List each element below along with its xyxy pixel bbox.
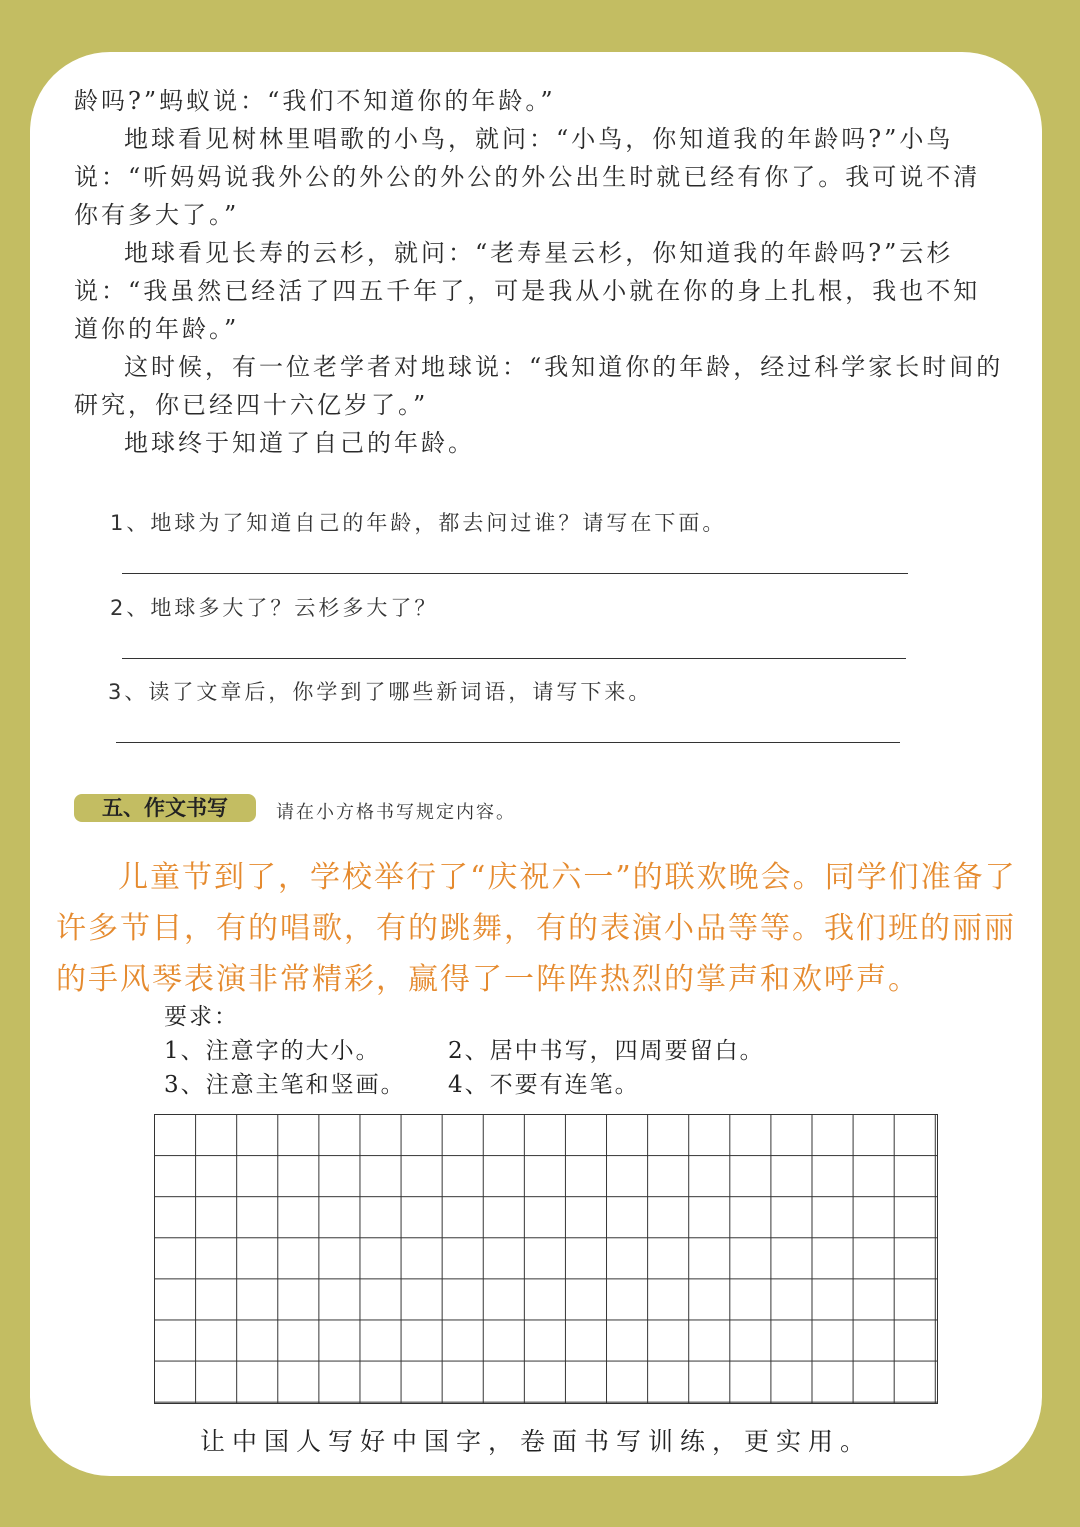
model-text (56, 852, 1036, 1005)
passage-paragraph: 龄吗?”蚂蚁说：“我们不知道你的年龄。” (74, 87, 556, 115)
requirement-item: 2、居中书写，四周要留白。 (448, 1038, 765, 1064)
requirement-item: 3、注意主笔和竖画。 (164, 1072, 406, 1098)
footer-slogan: 让中国人写好中国字，卷面书写训练，更实用。 (199, 1427, 872, 1456)
answer-line-3[interactable] (116, 742, 900, 743)
passage-paragraph: 地球看见树林里唱歌的小鸟，就问：“小鸟，你知道我的年龄吗?”小鸟说：“听妈妈说我外公的外公的外公的外公出生时就已经有你了。我可说不清你有多大了。” (74, 125, 981, 229)
question-2: 2、地球多大了？云杉多大了？ (110, 596, 439, 620)
reading-passage (74, 82, 1004, 462)
model-text-content: 儿童节到了，学校举行了“庆祝六一”的联欢晚会。同学们准备了许多节目，有的唱歌，有的跳舞，有的表演小品等等。我们班的丽丽的手风琴表演非常精彩，赢得了一阵阵热烈的掌声和欢呼声。 (56, 860, 1017, 997)
requirements-title: 要求： (164, 1004, 239, 1030)
question-3: 3、读了文章后，你学到了哪些新词语，请写下来。 (108, 680, 653, 704)
passage-paragraph: 地球看见长寿的云杉，就问：“老寿星云杉，你知道我的年龄吗?”云杉说：“我虽然已经活了四五千年了，可是我从小就在你的身上扎根，我也不知道你的年龄。” (74, 239, 981, 343)
section-title: 五、作文书写 (74, 794, 256, 822)
worksheet-page (30, 52, 1042, 1476)
answer-line-1[interactable] (122, 573, 908, 574)
passage-paragraph: 地球终于知道了自己的年龄。 (124, 429, 475, 457)
question-1: 1、地球为了知道自己的年龄，都去问过谁？请写在下面。 (110, 511, 727, 535)
answer-line-2[interactable] (122, 658, 906, 659)
passage-paragraph: 这时候，有一位老学者对地球说：“我知道你的年龄，经过科学家长时间的研究，你已经四十六亿岁了。” (74, 353, 1004, 419)
requirement-item: 4、不要有连笔。 (448, 1072, 640, 1098)
requirement-item: 1、注意字的大小。 (164, 1038, 381, 1064)
section-instruction: 请在小方格书写规定内容。 (276, 802, 516, 823)
writing-grid[interactable] (154, 1114, 938, 1404)
